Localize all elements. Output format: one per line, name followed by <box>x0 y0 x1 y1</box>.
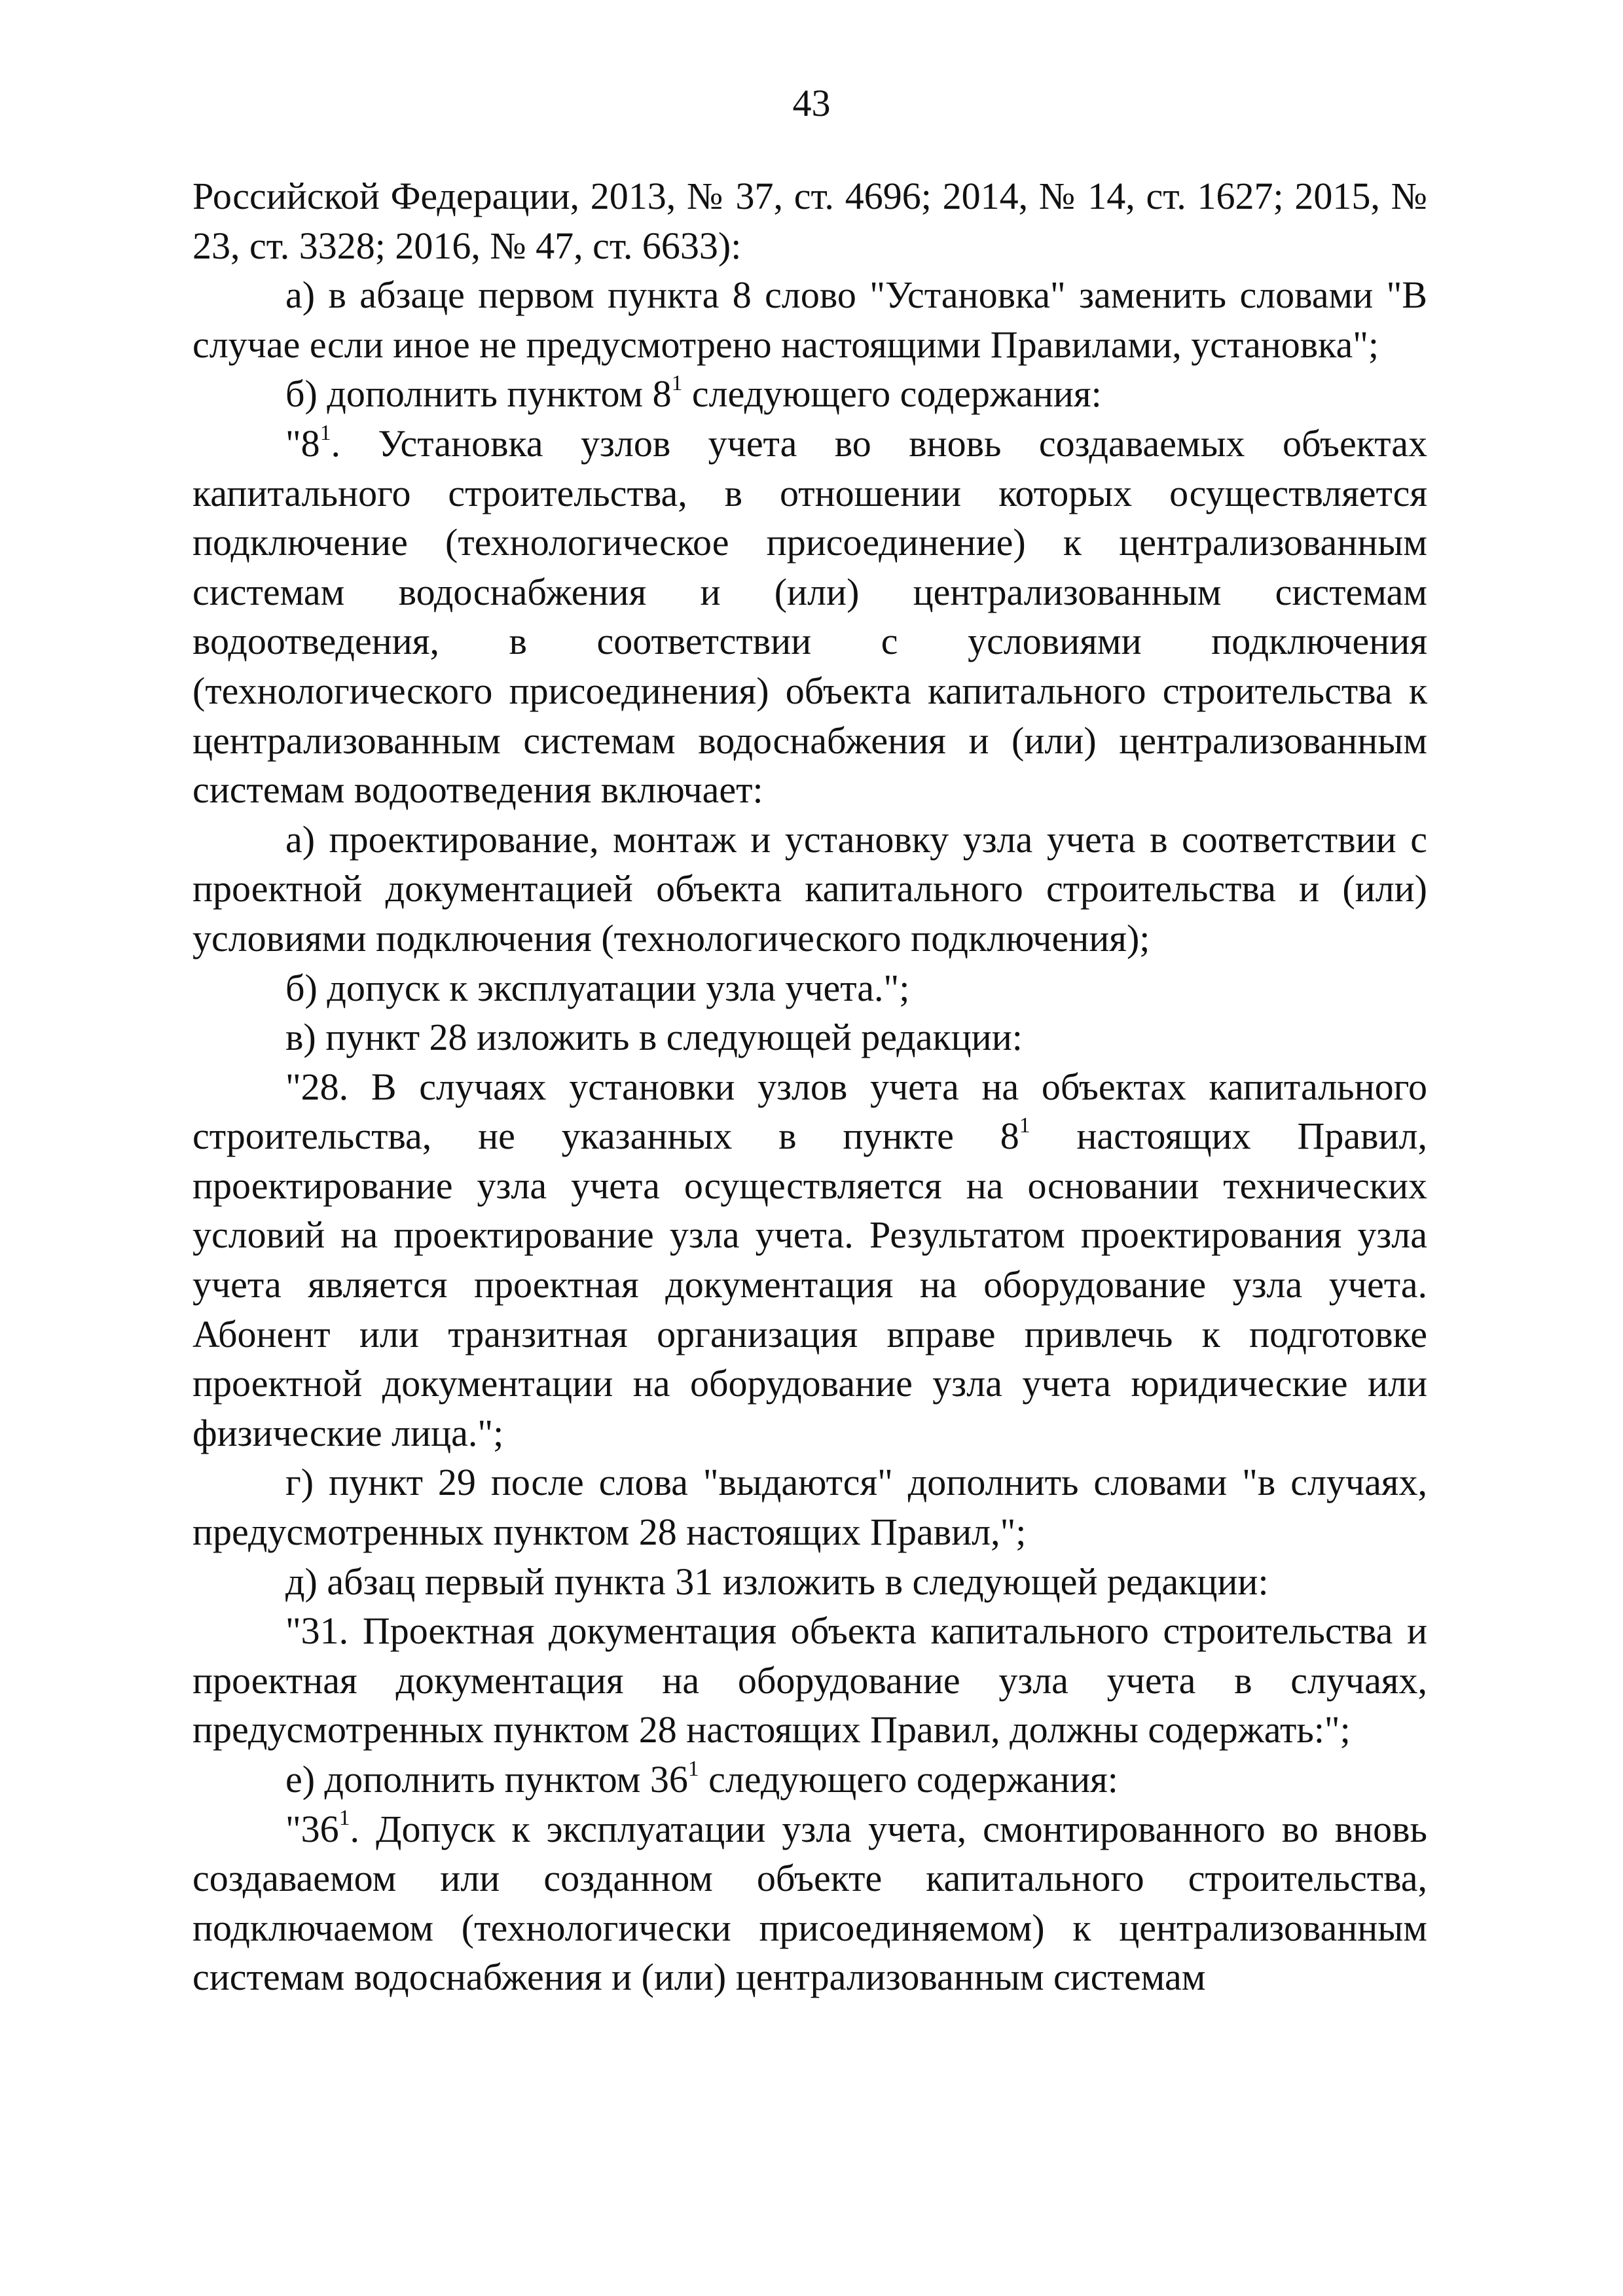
paragraph-p1 <box>192 171 1427 270</box>
paragraph-p4 <box>192 419 1427 815</box>
paragraph-p10 <box>192 1557 1427 1607</box>
text-segment: настоящих Правил, проектирование узла учета осуществляется на основании технических условий на проектирование узла учета. Результатом проектирования узла учета является проектная документация на оборудование узла учета. Абонент или транзитная организация вправе привлечь к подготовке проектной документации на оборудование узла учета юридические или физические лица."; <box>192 1115 1427 1454</box>
text-segment: а) в абзаце первом пункта 8 слово "Установка" заменить словами "В случае если иное не предусмотрено настоящими Правилами, установка"; <box>192 274 1427 366</box>
paragraph-p12 <box>192 1755 1427 1804</box>
superscript: 1 <box>338 1806 350 1831</box>
text-segment: "31. Проектная документация объекта капитального строительства и проектная документация на оборудование узла учета в случаях, предусмотренных пунктом 28 настоящих Правил, должны содержать:"; <box>192 1609 1427 1751</box>
superscript: 1 <box>671 371 683 396</box>
text-segment: б) дополнить пунктом 8 <box>285 372 672 416</box>
paragraph-p11 <box>192 1606 1427 1755</box>
text-segment: . Установка узлов учета во вновь создаваемых объектах капитального строительства, в отношении которых осуществляется подключение (технологическое присоединение) к централизованным системам водоснабжения и (или) централизованным системам водоотведения, в соответствии с условиями подключения (технологического присоединения) объекта капитального строительства к централизованным системам водоснабжения и (или) централизованным системам водоотведения включает: <box>192 422 1427 812</box>
paragraph-p6 <box>192 963 1427 1013</box>
text-segment: "36 <box>285 1807 339 1850</box>
text-segment: а) проектирование, монтаж и установку узла учета в соответствии с проектной документацией объекта капитального строительства и (или) условиями подключения (технологического подключения); <box>192 817 1427 960</box>
text-segment: следующего содержания: <box>699 1758 1118 1801</box>
text-segment: следующего содержания: <box>682 372 1102 416</box>
paragraph-p13 <box>192 1804 1427 2002</box>
paragraph-p7 <box>192 1013 1427 1062</box>
paragraph-p9 <box>192 1458 1427 1556</box>
paragraph-p2 <box>192 270 1427 369</box>
superscript: 1 <box>1019 1113 1030 1138</box>
text-segment: "28. В случаях установки узлов учета на объектах капитального строительства, не указанных в пункте 8 <box>192 1065 1427 1158</box>
paragraph-p8 <box>192 1062 1427 1458</box>
text-segment: "8 <box>285 422 320 465</box>
text-segment: Российской Федерации, 2013, № 37, ст. 4696; 2014, № 14, ст. 1627; 2015, № 23, ст. 3328; 2016, № 47, ст. 6633): <box>192 175 1427 267</box>
paragraph-p3 <box>192 369 1427 419</box>
text-segment: . Допуск к эксплуатации узла учета, смонтированного во вновь создаваемом или созданном объекте капитального строительства, подключаемом (технологически присоединяемом) к централизованным системам водоснабжения и (или) централизованным системам <box>192 1807 1427 1999</box>
text-segment: д) абзац первый пункта 31 изложить в следующей редакции: <box>285 1560 1269 1603</box>
text-segment: е) дополнить пунктом 36 <box>285 1758 688 1801</box>
document-body <box>192 171 1427 2002</box>
paragraph-p5 <box>192 815 1427 963</box>
superscript: 1 <box>687 1756 699 1781</box>
page-number: 43 <box>792 82 831 124</box>
text-segment: г) пункт 29 после слова "выдаются" дополнить словами "в случаях, предусмотренных пунктом 28 настоящих Правил,"; <box>192 1461 1427 1554</box>
text-segment: б) допуск к эксплуатации узла учета."; <box>285 966 910 1009</box>
text-segment: в) пункт 28 изложить в следующей редакции: <box>285 1016 1023 1059</box>
superscript: 1 <box>319 420 331 445</box>
